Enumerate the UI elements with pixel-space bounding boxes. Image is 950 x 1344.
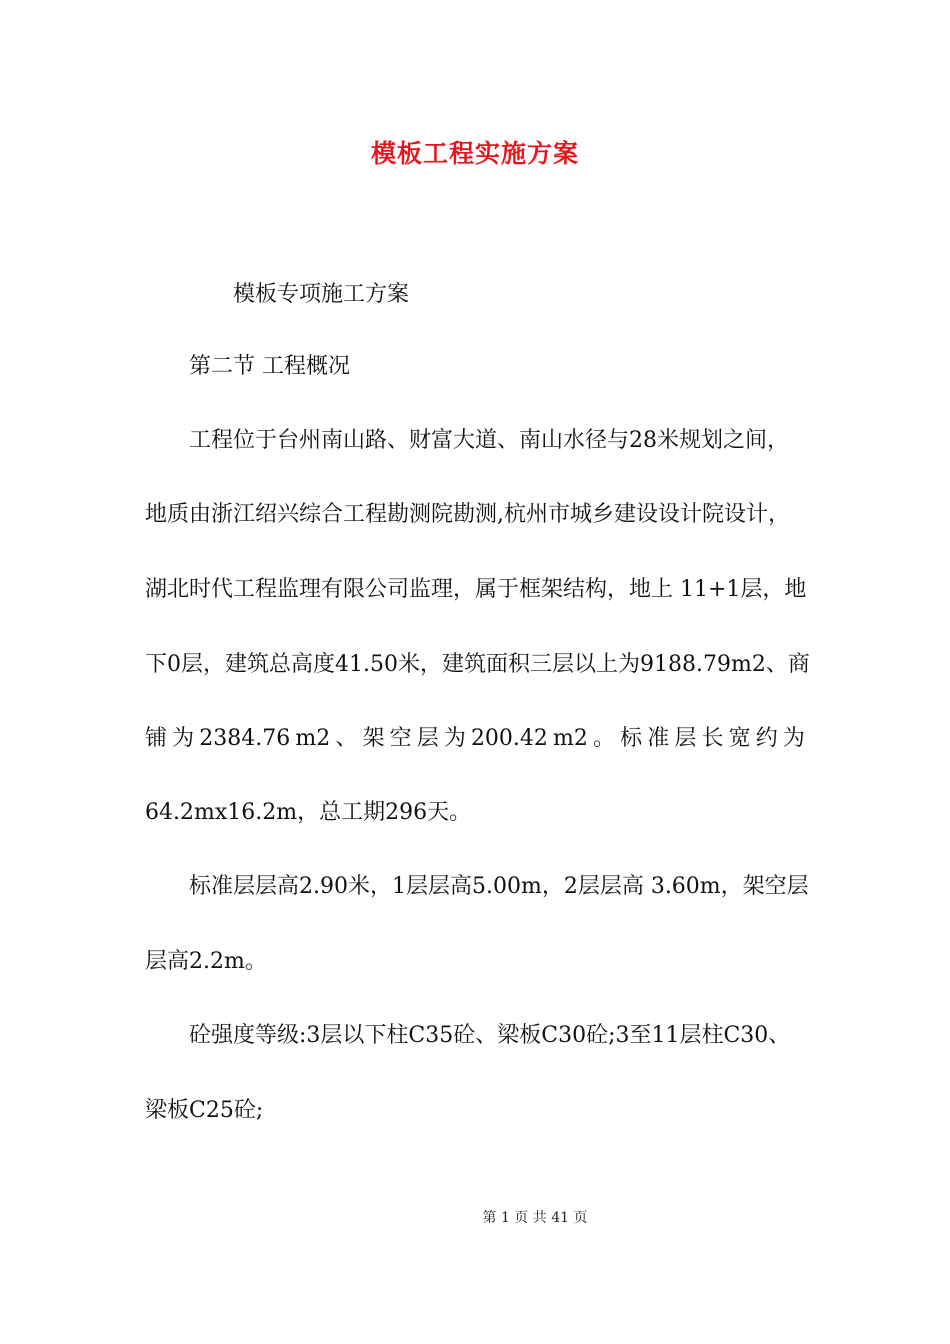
page-number-footer: 第 1 页 共 41 页 (482, 1210, 588, 1226)
text-fragment: 为 (443, 726, 466, 751)
text-fragment: 为 (172, 726, 195, 751)
paragraph-line: 地质由浙江绍兴综合工程勘测院勘测,杭州市城乡建设设计院设计， (145, 502, 790, 527)
text-fragment: 2384.76 (199, 726, 291, 751)
paragraph-line: 工程位于台州南山路、财富大道、南山水径与28米规划之间， (189, 428, 789, 453)
section-heading: 第二节 工程概况 (189, 354, 350, 379)
text-fragment: 铺 (145, 726, 168, 751)
text-fragment: 准 (647, 726, 670, 751)
text-fragment: m2 (553, 726, 588, 751)
text-fragment: 。 (593, 726, 616, 751)
paragraph-line: 64.2mx16.2m，总工期296天。 (145, 800, 472, 825)
paragraph-line: 湖北时代工程监理有限公司监理，属于框架结构，地上 11+1层，地 (145, 577, 807, 602)
paragraph-line: 梁板C25砼; (145, 1098, 264, 1123)
paragraph-line: 下0层，建筑总高度41.50米，建筑面积三层以上为9188.79m2、商 (145, 652, 810, 677)
text-fragment: 层 (674, 726, 697, 751)
paragraph-line: 标准层层高2.90米，1层层高5.00m，2层层高 3.60m，架空层 (189, 874, 809, 899)
text-fragment: 长 (701, 726, 724, 751)
text-fragment: 约 (755, 726, 778, 751)
document-subtitle: 模板专项施工方案 (233, 282, 410, 307)
text-fragment: 标 (620, 726, 643, 751)
paragraph-line: 层高2.2m。 (145, 949, 267, 974)
text-fragment: 200.42 (470, 726, 548, 751)
text-fragment: 空 (389, 726, 412, 751)
text-fragment: 、 (335, 726, 358, 751)
text-fragment: 架 (362, 726, 385, 751)
paragraph-line: 砼强度等级:3层以下柱C35砼、梁板C30砼;3至11层柱C30、 (189, 1023, 791, 1048)
document-title: 模板工程实施方案 (370, 139, 579, 168)
text-fragment: m2 (295, 726, 331, 751)
text-fragment: 层 (416, 726, 439, 751)
paragraph-line-justified (145, 724, 805, 754)
text-fragment: 宽 (728, 726, 751, 751)
text-fragment: 为 (782, 726, 805, 751)
